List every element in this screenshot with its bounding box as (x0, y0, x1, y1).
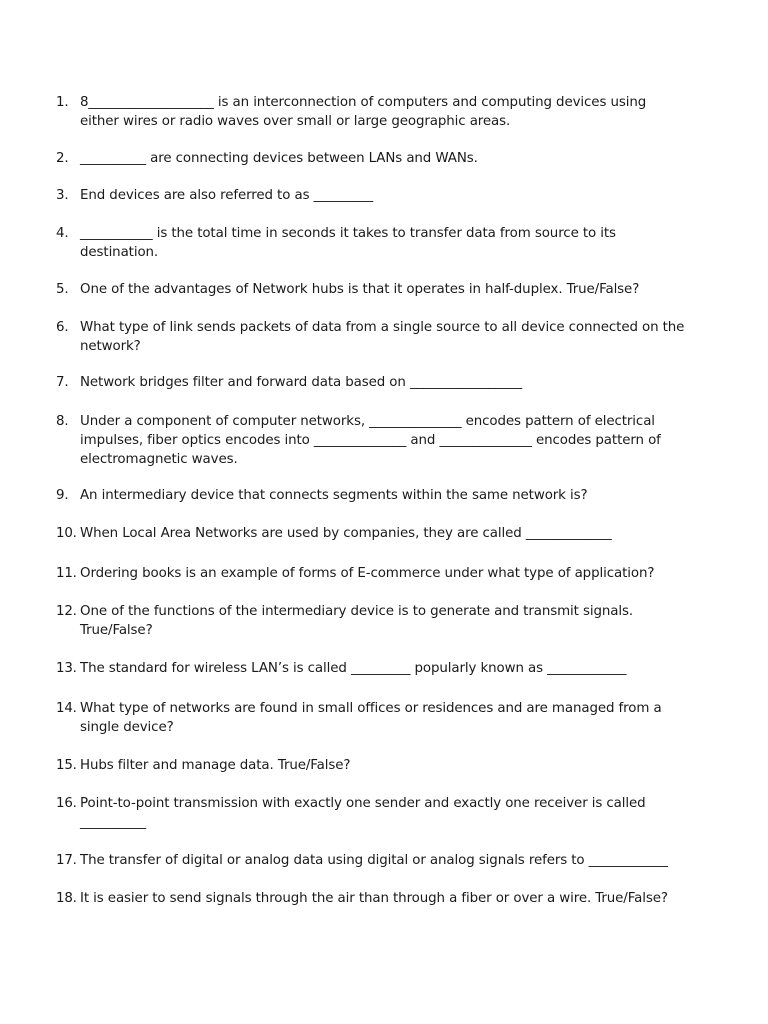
question-number: 16. (56, 796, 77, 811)
question-item (56, 851, 686, 870)
question-item (56, 412, 686, 469)
question-number: 15. (56, 758, 77, 773)
question-number: 12. (56, 604, 77, 619)
question-item (56, 889, 686, 908)
question-number: 13. (56, 661, 77, 676)
question-item (56, 564, 686, 583)
question-item (56, 280, 686, 299)
question-item (56, 794, 686, 832)
question-text: Under a component of computer networks, ______________ encodes pattern of electrical impulses, fiber optics encodes into ______________ and ______________ encodes pattern of electromagnetic waves. (80, 414, 661, 467)
question-text: What type of link sends packets of data from a single source to all device connected on the network? (80, 320, 685, 354)
question-number: 17. (56, 853, 77, 868)
question-text: Hubs filter and manage data. True/False? (80, 758, 351, 773)
question-text: What type of networks are found in small offices or residences and are managed from a single device? (80, 701, 662, 735)
question-item (56, 318, 686, 356)
question-number: 7. (56, 375, 69, 390)
question-number: 8. (56, 414, 69, 429)
question-item (56, 186, 686, 205)
question-item (56, 659, 686, 678)
question-item (56, 699, 686, 737)
question-text: The standard for wireless LAN’s is called _________ popularly known as ____________ (80, 661, 627, 676)
question-number: 5. (56, 282, 69, 297)
question-item (56, 373, 686, 392)
question-number: 1. (56, 95, 69, 110)
question-text: __________ are connecting devices between LANs and WANs. (80, 151, 478, 166)
question-item (56, 486, 686, 505)
question-text: Ordering books is an example of forms of E-commerce under what type of application? (80, 566, 655, 581)
question-text: One of the advantages of Network hubs is that it operates in half-duplex. True/False? (80, 282, 640, 297)
question-text: The transfer of digital or analog data using digital or analog signals refers to ____________ (80, 853, 668, 868)
question-text: Point-to-point transmission with exactly one sender and exactly one receiver is called __________ (80, 796, 646, 830)
question-text: ___________ is the total time in seconds it takes to transfer data from source to its destination. (80, 226, 616, 260)
question-number: 4. (56, 226, 69, 241)
question-number: 18. (56, 891, 77, 906)
question-text: It is easier to send signals through the air than through a fiber or over a wire. True/False? (80, 891, 668, 906)
question-text: An intermediary device that connects segments within the same network is? (80, 488, 588, 503)
question-item (56, 224, 686, 262)
question-item (56, 149, 686, 168)
question-text: End devices are also referred to as _________ (80, 188, 373, 203)
question-text: When Local Area Networks are used by companies, they are called _____________ (80, 526, 612, 541)
question-item (56, 756, 686, 775)
question-item (56, 602, 686, 640)
question-item (56, 93, 686, 131)
question-text: Network bridges filter and forward data based on _________________ (80, 375, 523, 390)
question-text: One of the functions of the intermediary device is to generate and transmit signals. True/False? (80, 604, 634, 638)
question-number: 6. (56, 320, 69, 335)
question-number: 11. (56, 566, 77, 581)
question-number: 9. (56, 488, 69, 503)
question-number: 2. (56, 151, 69, 166)
question-number: 3. (56, 188, 69, 203)
question-number: 14. (56, 701, 77, 716)
question-text: 8___________________ is an interconnection of computers and computing devices using either wires or radio waves over small or large geographic areas. (80, 95, 647, 129)
question-item (56, 524, 686, 543)
question-number: 10. (56, 526, 77, 541)
question-list (56, 93, 686, 908)
